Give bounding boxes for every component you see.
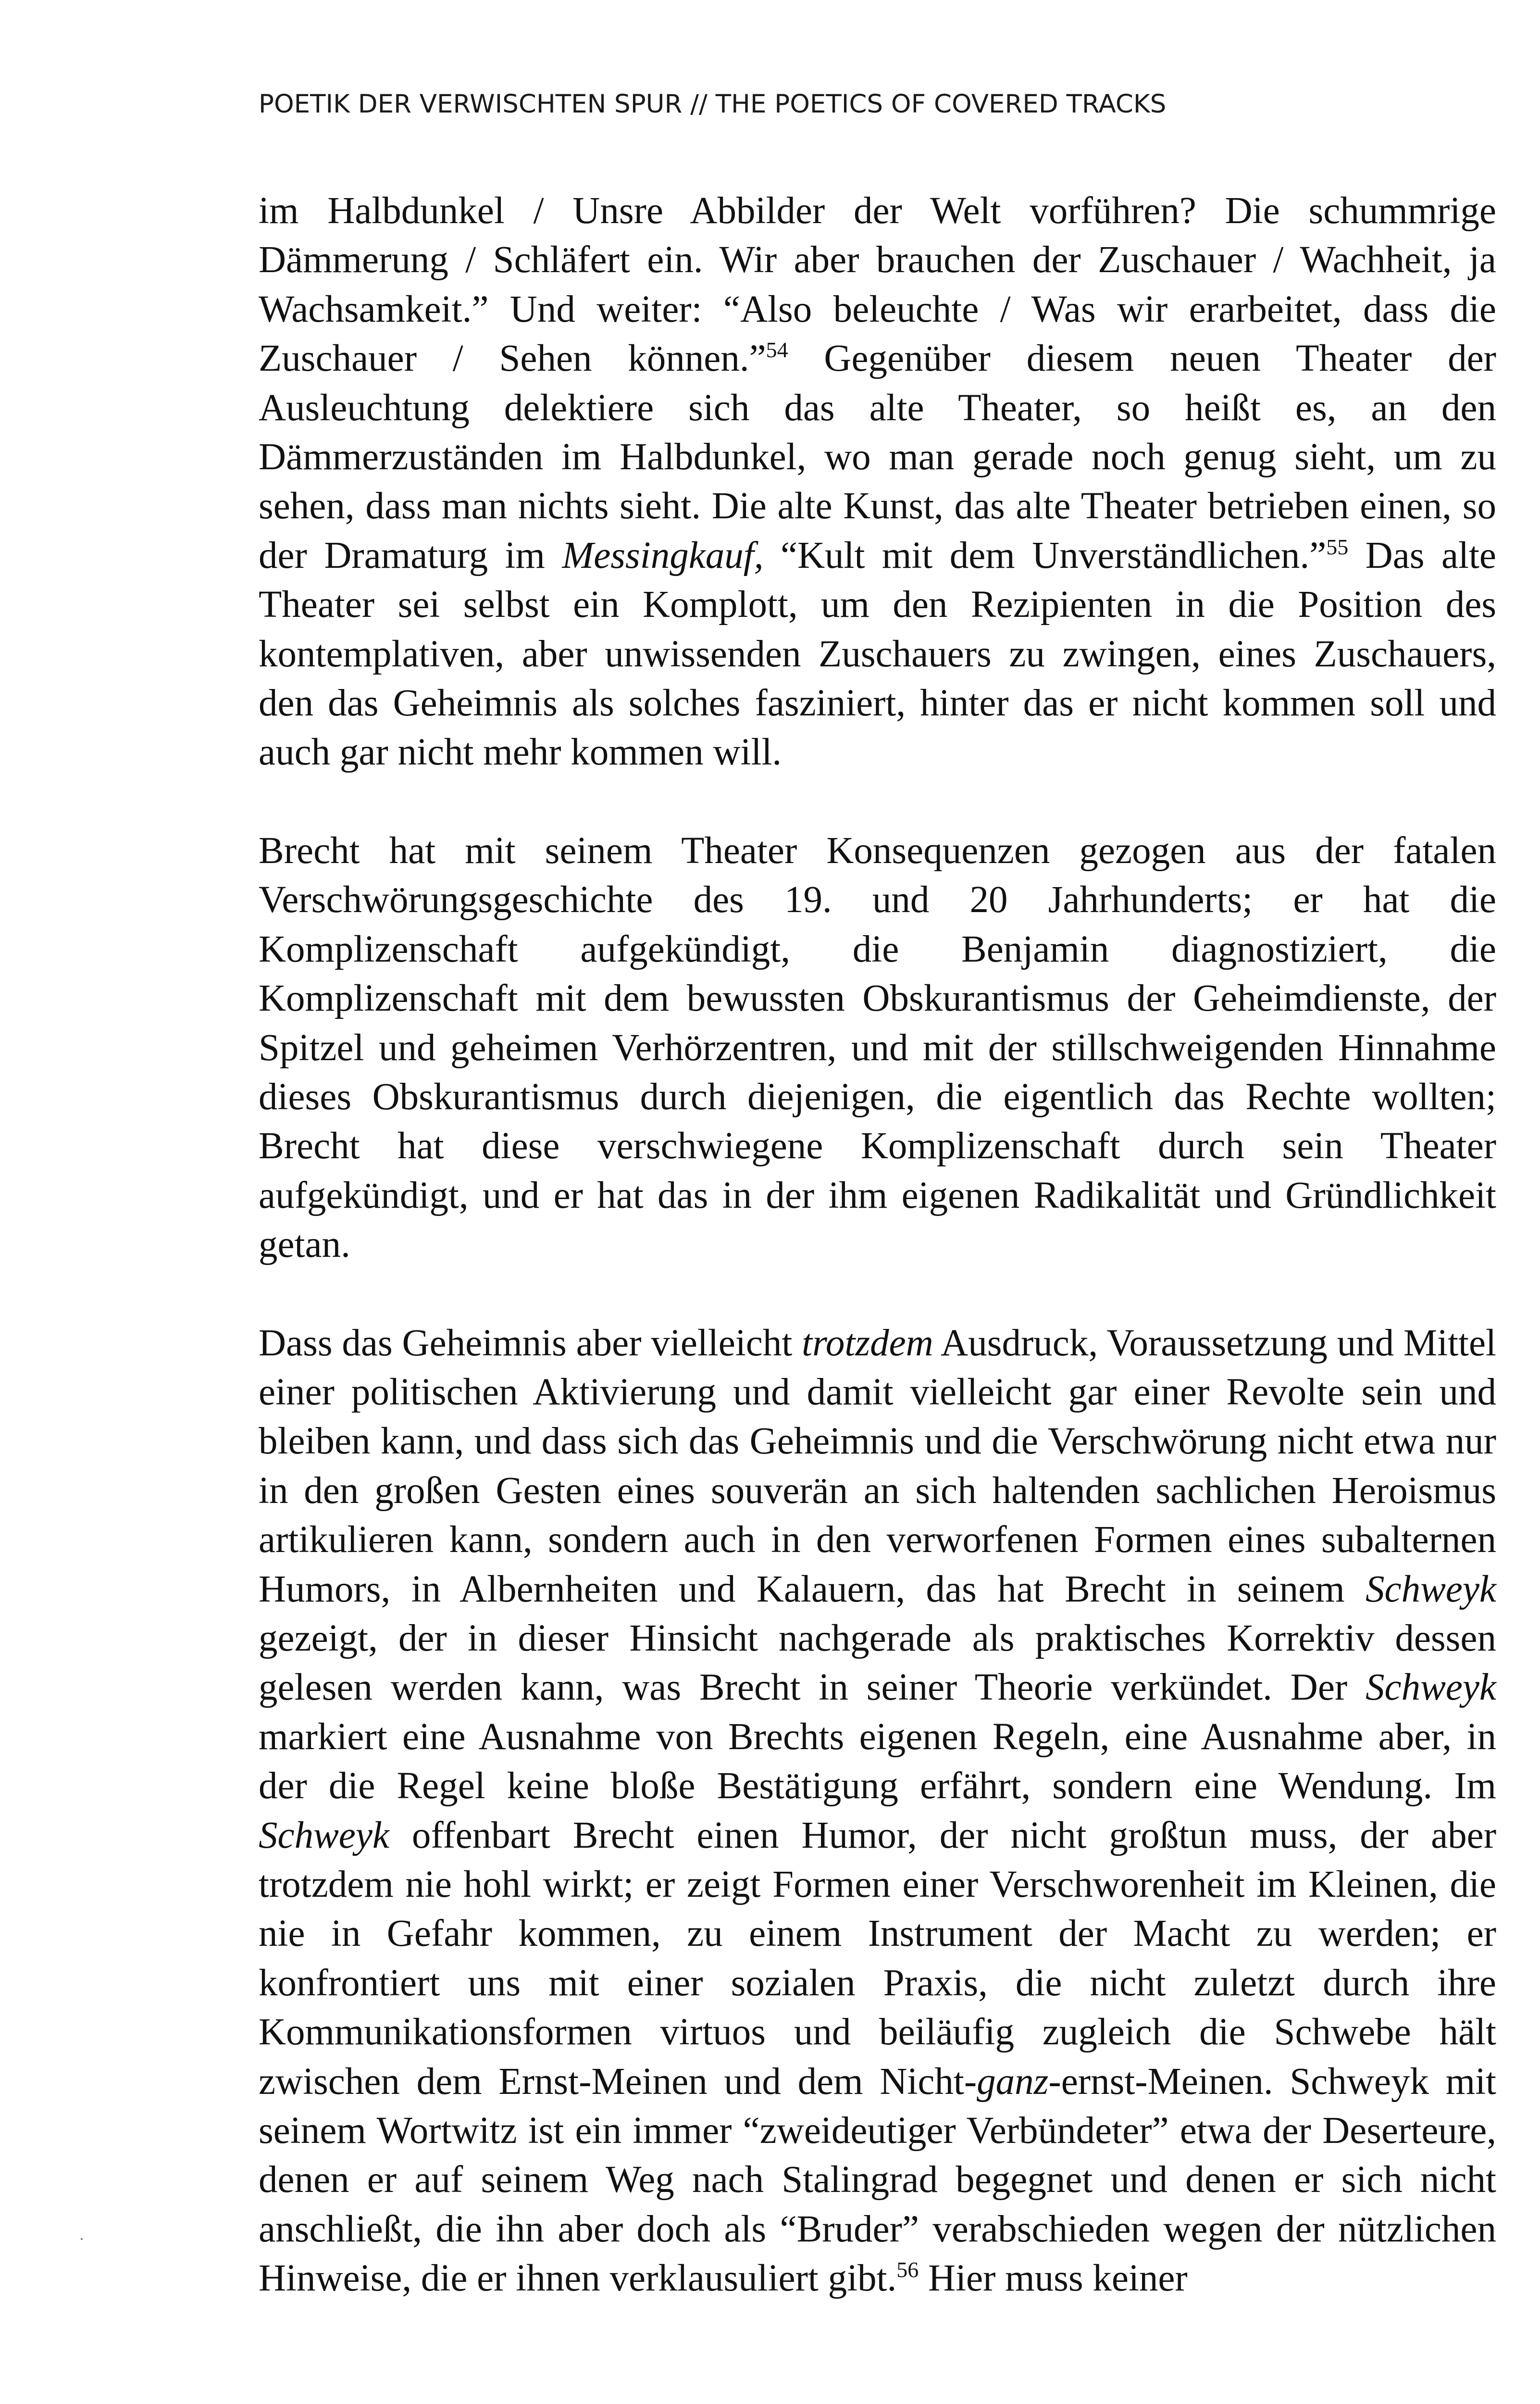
text-run: Ausdruck, Voraussetzung und Mittel einer politischen Aktivierung und damit vielleicht gar einer Revolte sein und bleiben kann, und dass sich das Geheimnis und die Verschwörung nicht etwa nur in den großen Gesten eines souverän an sich haltenden sachlichen Heroismus artikulieren kann, sondern auch in den verworfenen Formen eines subalternen Humors, in Albernheiten und Kalauern, das hat Brecht in seinem (259, 1322, 1496, 1610)
paragraph-2 (259, 826, 1496, 1270)
text-run: Dass das Geheimnis aber vielleicht (259, 1322, 802, 1364)
text-run: gezeigt, der in dieser Hinsicht nachgerade als praktisches Korrektiv dessen gelesen werden kann, was Brecht in seiner Theorie verkündet. Der (259, 1617, 1496, 1709)
running-header: POETIK DER VERWISCHTEN SPUR // THE POETICS OF COVERED TRACKS (259, 89, 1167, 119)
text-run: markiert eine Ausnahme von Brechts eigenen Regeln, eine Ausnahme aber, in der die Regel keine bloße Bestätigung erfährt, sondern eine Wendung. Im (259, 1715, 1496, 1807)
work-title: Schweyk (1366, 1666, 1496, 1709)
paragraph-3 (259, 1319, 1496, 2304)
text-run: Brecht hat mit seinem Theater Konsequenzen gezogen aus der fatalen Verschwörungsgeschichte des 19. und 20 Jahrhunderts; er hat die Komplizenschaft aufgekündigt, die Benjamin diagnostiziert, die Komplizenschaft mit dem bewussten Obskurantismus der Geheimdienste, der Spitzel und geheimen Verhörzentren, und mit der stillschweigenden Hinnahme dieses Obskurantismus durch diejenigen, die eigentlich das Rechte wollten; Brecht hat diese verschwiegene Komplizenschaft durch sein Theater aufgekündigt, und er hat das in der ihm eigenen Radikalität und Gründlichkeit getan. (259, 829, 1496, 1266)
work-title: Schweyk (259, 1814, 389, 1856)
text-run: “Kult mit dem Unverständlichen.” (763, 534, 1327, 576)
paragraph-1 (259, 187, 1496, 777)
work-title: Schweyk (1366, 1568, 1496, 1610)
body-text (259, 187, 1496, 2304)
text-run: -ernst-Meinen. Schweyk mit seinem Wortwitz ist ein immer “zweideutiger Verbündeter” etwa der Deserteure, denen er auf seinem Weg nach Stalingrad begegnet und denen er sich nicht anschließt, die ihn aber doch als “Bruder” verabschieden wegen der nützlichen Hinweise, die er ihnen verklausuliert gibt. (259, 2060, 1496, 2300)
text-run: Hier muss keiner (919, 2257, 1188, 2300)
work-title: Messingkauf, (562, 534, 764, 576)
footnote-ref[interactable]: 55 (1326, 534, 1349, 559)
footnote-ref[interactable]: 56 (896, 2257, 919, 2282)
emphasis: trotzdem (802, 1322, 933, 1364)
text-run: Das alte Theater sei selbst ein Komplott, um den Rezipienten in die Position des kontemplativen, aber unwissenden Zuschauers zu zwingen, eines Zuschauers, den das Geheimnis als solches fasziniert, hinter das er nicht kommen soll und auch gar nicht mehr kommen will. (259, 534, 1496, 774)
text-run: im Halbdunkel / Unsre Abbilder der Welt vorführen? Die schummrige Dämmerung / Schläfert ein. Wir aber brauchen der Zuschauer / Wachheit, ja Wachsamkeit.” Und weiter: “Also beleuchte / Was wir erarbeitet, dass die Zuschauer / Sehen können.” (259, 190, 1496, 380)
text-run: Gegenüber diesem neuen Theater der Ausleuchtung delektiere sich das alte Theater, so heißt es, an den Dämmerzuständen im Halbdunkel, wo man gerade noch genug sieht, um zu sehen, dass man nichts sieht. Die alte Kunst, das alte Theater betrieben einen, so der Dramaturg im (259, 338, 1496, 576)
footnote-ref[interactable]: 54 (766, 338, 788, 363)
text-run: offenbart Brecht einen Humor, der nicht großtun muss, der aber trotzdem nie hohl wirkt; er zeigt Formen einer Verschworenheit im Kleinen, die nie in Gefahr kommen, zu einem Instrument der Macht zu werden; er konfrontiert uns mit einer sozialen Praxis, die nicht zuletzt durch ihre Kommunikationsformen virtuos und beiläufig zugleich die Schwebe hält zwischen dem Ernst-Meinen und dem Nicht- (259, 1814, 1496, 2103)
emphasis: ganz (977, 2060, 1049, 2103)
margin-speck (81, 2238, 83, 2240)
